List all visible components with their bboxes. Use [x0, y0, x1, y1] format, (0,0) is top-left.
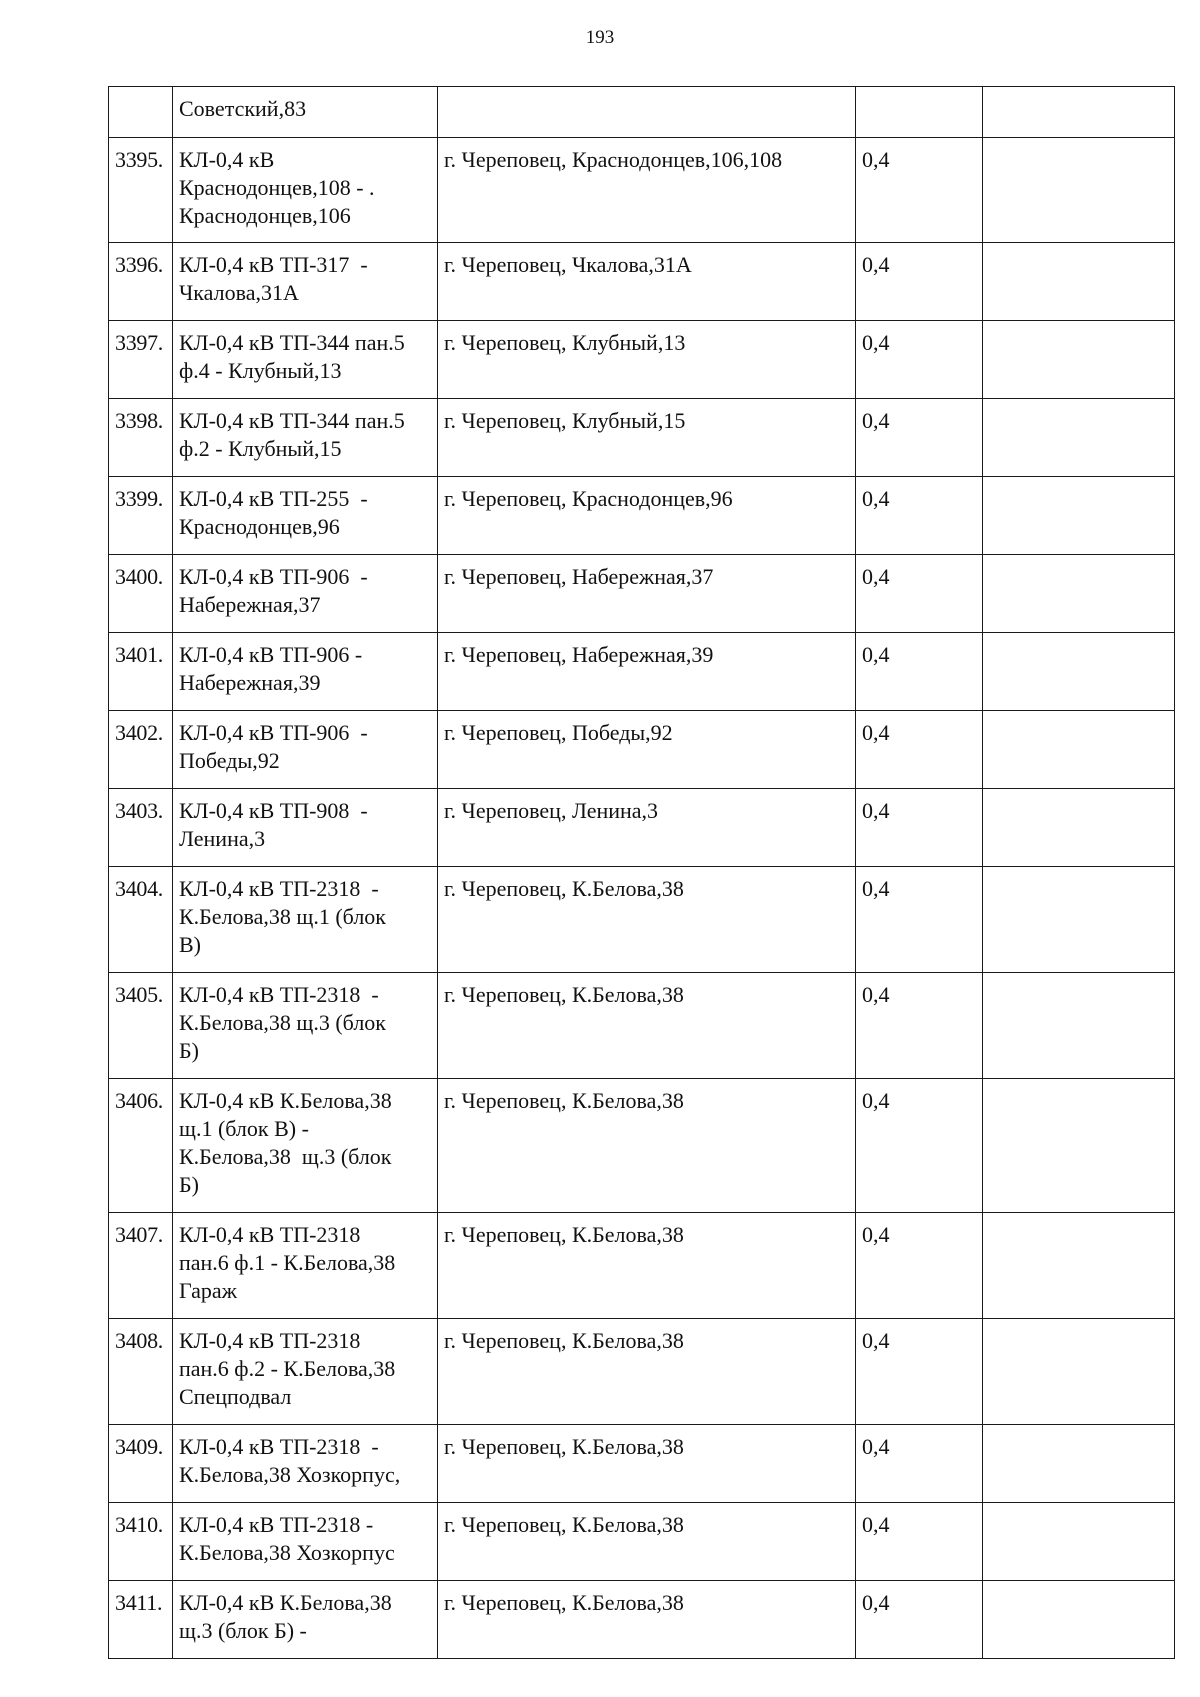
address-cell: г. Череповец, К.Белова,38	[438, 1425, 856, 1503]
cable-line-name-line: Набережная,37	[179, 592, 321, 617]
note-cell	[983, 243, 1175, 321]
row-number: 3397.	[109, 321, 173, 399]
row-number	[109, 87, 173, 138]
cable-line-name-line: Победы,92	[179, 748, 280, 773]
cable-line-name-line: ф.2 - Клубный,15	[179, 436, 342, 461]
cable-line-name	[173, 633, 438, 711]
cable-line-name	[173, 867, 438, 973]
page-number: 193	[585, 27, 615, 48]
table-row	[109, 1425, 1175, 1503]
cable-line-name-line: Набережная,39	[179, 670, 321, 695]
cable-line-name-line: КЛ-0,4 кВ ТП-2318	[179, 1328, 361, 1353]
voltage-cell: 0,4	[856, 1581, 983, 1659]
table-row	[109, 1581, 1175, 1659]
voltage-cell	[856, 87, 983, 138]
note-cell	[983, 1425, 1175, 1503]
voltage-cell: 0,4	[856, 321, 983, 399]
row-number: 3400.	[109, 555, 173, 633]
row-number: 3410.	[109, 1503, 173, 1581]
cable-line-name-line: К.Белова,38 Хозкорпус	[179, 1540, 395, 1565]
note-cell	[983, 1581, 1175, 1659]
cable-line-name-line: Б)	[179, 1172, 199, 1197]
address-cell: г. Череповец, Набережная,39	[438, 633, 856, 711]
note-cell	[983, 973, 1175, 1079]
row-number: 3408.	[109, 1319, 173, 1425]
cable-line-name	[173, 243, 438, 321]
cable-line-name-line: К.Белова,38 щ.3 (блок	[179, 1144, 392, 1169]
cable-line-name-line: КЛ-0,4 кВ ТП-2318 -	[179, 876, 379, 901]
table-row	[109, 1213, 1175, 1319]
cable-line-name-line: Советский,83	[179, 96, 307, 121]
cable-line-name-line: ф.4 - Клубный,13	[179, 358, 342, 383]
cable-line-name-line: КЛ-0,4 кВ ТП-906 -	[179, 720, 368, 745]
cable-line-name-line: Ленина,3	[179, 826, 266, 851]
address-cell: г. Череповец, Краснодонцев,106,108	[438, 138, 856, 243]
cable-line-name-line: КЛ-0,4 кВ ТП-344 пан.5	[179, 408, 405, 433]
note-cell	[983, 477, 1175, 555]
address-cell: г. Череповец, К.Белова,38	[438, 1079, 856, 1213]
cable-line-name-line: КЛ-0,4 кВ ТП-344 пан.5	[179, 330, 405, 355]
voltage-cell: 0,4	[856, 399, 983, 477]
table-row	[109, 867, 1175, 973]
row-number: 3398.	[109, 399, 173, 477]
cable-line-name-line: пан.6 ф.2 - К.Белова,38	[179, 1356, 396, 1381]
table-row	[109, 321, 1175, 399]
voltage-cell: 0,4	[856, 555, 983, 633]
note-cell	[983, 138, 1175, 243]
voltage-cell: 0,4	[856, 1213, 983, 1319]
address-cell: г. Череповец, Ленина,3	[438, 789, 856, 867]
cable-line-name	[173, 477, 438, 555]
table-row	[109, 243, 1175, 321]
table-row	[109, 87, 1175, 138]
table-row	[109, 1079, 1175, 1213]
cable-line-name-line: КЛ-0,4 кВ ТП-2318	[179, 1222, 361, 1247]
voltage-cell: 0,4	[856, 867, 983, 973]
cable-line-name	[173, 1425, 438, 1503]
cable-line-name	[173, 973, 438, 1079]
cable-lines-table	[108, 86, 1175, 1659]
cable-line-name	[173, 711, 438, 789]
cable-line-name-line: КЛ-0,4 кВ	[179, 147, 275, 172]
address-cell: г. Череповец, К.Белова,38	[438, 1213, 856, 1319]
cable-line-name-line: щ.3 (блок Б) -	[179, 1618, 307, 1643]
voltage-cell: 0,4	[856, 1319, 983, 1425]
table-row	[109, 1503, 1175, 1581]
note-cell	[983, 399, 1175, 477]
table-row	[109, 973, 1175, 1079]
row-number: 3396.	[109, 243, 173, 321]
row-number: 3406.	[109, 1079, 173, 1213]
note-cell	[983, 555, 1175, 633]
voltage-cell: 0,4	[856, 633, 983, 711]
cable-line-name-line: Краснодонцев,106	[179, 203, 351, 228]
cable-line-name-line: К.Белова,38 щ.3 (блок	[179, 1010, 386, 1035]
row-number: 3411.	[109, 1581, 173, 1659]
address-cell: г. Череповец, К.Белова,38	[438, 1319, 856, 1425]
cable-line-name-line: КЛ-0,4 кВ ТП-908 -	[179, 798, 368, 823]
note-cell	[983, 711, 1175, 789]
address-cell: г. Череповец, К.Белова,38	[438, 1503, 856, 1581]
cable-line-name-line: пан.6 ф.1 - К.Белова,38	[179, 1250, 396, 1275]
note-cell	[983, 87, 1175, 138]
row-number: 3401.	[109, 633, 173, 711]
note-cell	[983, 633, 1175, 711]
note-cell	[983, 321, 1175, 399]
cable-line-name	[173, 399, 438, 477]
cable-line-name-line: Чкалова,31А	[179, 280, 299, 305]
voltage-cell: 0,4	[856, 1079, 983, 1213]
cable-line-name-line: щ.1 (блок В) -	[179, 1116, 309, 1141]
voltage-cell: 0,4	[856, 711, 983, 789]
table-body	[109, 87, 1175, 1659]
voltage-cell: 0,4	[856, 138, 983, 243]
cable-line-name-line: Гараж	[179, 1278, 237, 1303]
cable-line-name-line: К.Белова,38 Хозкорпус,	[179, 1462, 401, 1487]
voltage-cell: 0,4	[856, 477, 983, 555]
note-cell	[983, 1079, 1175, 1213]
address-cell: г. Череповец, Победы,92	[438, 711, 856, 789]
voltage-cell: 0,4	[856, 1503, 983, 1581]
voltage-cell: 0,4	[856, 1425, 983, 1503]
row-number: 3399.	[109, 477, 173, 555]
cable-line-name	[173, 1079, 438, 1213]
table-row	[109, 711, 1175, 789]
address-cell: г. Череповец, Клубный,13	[438, 321, 856, 399]
address-cell: г. Череповец, К.Белова,38	[438, 973, 856, 1079]
cable-line-name	[173, 321, 438, 399]
voltage-cell: 0,4	[856, 973, 983, 1079]
cable-line-name	[173, 138, 438, 243]
note-cell	[983, 1503, 1175, 1581]
table-row	[109, 633, 1175, 711]
cable-line-name-line: Спецподвал	[179, 1384, 292, 1409]
cable-line-name-line: КЛ-0,4 кВ К.Белова,38	[179, 1088, 392, 1113]
note-cell	[983, 789, 1175, 867]
address-cell: г. Череповец, Чкалова,31А	[438, 243, 856, 321]
note-cell	[983, 1319, 1175, 1425]
cable-line-name-line: КЛ-0,4 кВ ТП-2318 -	[179, 1512, 374, 1537]
cable-line-name	[173, 1213, 438, 1319]
cable-line-name	[173, 1581, 438, 1659]
address-cell: г. Череповец, К.Белова,38	[438, 867, 856, 973]
table-row	[109, 555, 1175, 633]
cable-line-name-line: КЛ-0,4 кВ К.Белова,38	[179, 1590, 392, 1615]
cable-line-name-line: КЛ-0,4 кВ ТП-906 -	[179, 564, 368, 589]
voltage-cell: 0,4	[856, 243, 983, 321]
address-cell	[438, 87, 856, 138]
row-number: 3405.	[109, 973, 173, 1079]
table-row	[109, 1319, 1175, 1425]
cable-line-name-line: Б)	[179, 1038, 199, 1063]
cable-line-name	[173, 87, 438, 138]
voltage-cell: 0,4	[856, 789, 983, 867]
cable-line-name-line: Краснодонцев,108 - .	[179, 175, 375, 200]
cable-line-name	[173, 1503, 438, 1581]
row-number: 3402.	[109, 711, 173, 789]
cable-line-name-line: В)	[179, 932, 201, 957]
cable-line-name-line: КЛ-0,4 кВ ТП-317 -	[179, 252, 368, 277]
cable-line-name-line: КЛ-0,4 кВ ТП-255 -	[179, 486, 368, 511]
address-cell: г. Череповец, К.Белова,38	[438, 1581, 856, 1659]
row-number: 3403.	[109, 789, 173, 867]
cable-line-name	[173, 789, 438, 867]
address-cell: г. Череповец, Клубный,15	[438, 399, 856, 477]
table-row	[109, 138, 1175, 243]
table-row	[109, 399, 1175, 477]
row-number: 3395.	[109, 138, 173, 243]
table-row	[109, 789, 1175, 867]
note-cell	[983, 1213, 1175, 1319]
cable-line-name-line: Краснодонцев,96	[179, 514, 340, 539]
cable-line-name	[173, 1319, 438, 1425]
note-cell	[983, 867, 1175, 973]
cable-line-name-line: КЛ-0,4 кВ ТП-2318 -	[179, 982, 379, 1007]
table-row	[109, 477, 1175, 555]
row-number: 3407.	[109, 1213, 173, 1319]
cable-line-name-line: КЛ-0,4 кВ ТП-2318 -	[179, 1434, 379, 1459]
row-number: 3409.	[109, 1425, 173, 1503]
address-cell: г. Череповец, Набережная,37	[438, 555, 856, 633]
address-cell: г. Череповец, Краснодонцев,96	[438, 477, 856, 555]
cable-line-name	[173, 555, 438, 633]
cable-line-name-line: КЛ-0,4 кВ ТП-906 -	[179, 642, 363, 667]
cable-line-name-line: К.Белова,38 щ.1 (блок	[179, 904, 386, 929]
row-number: 3404.	[109, 867, 173, 973]
